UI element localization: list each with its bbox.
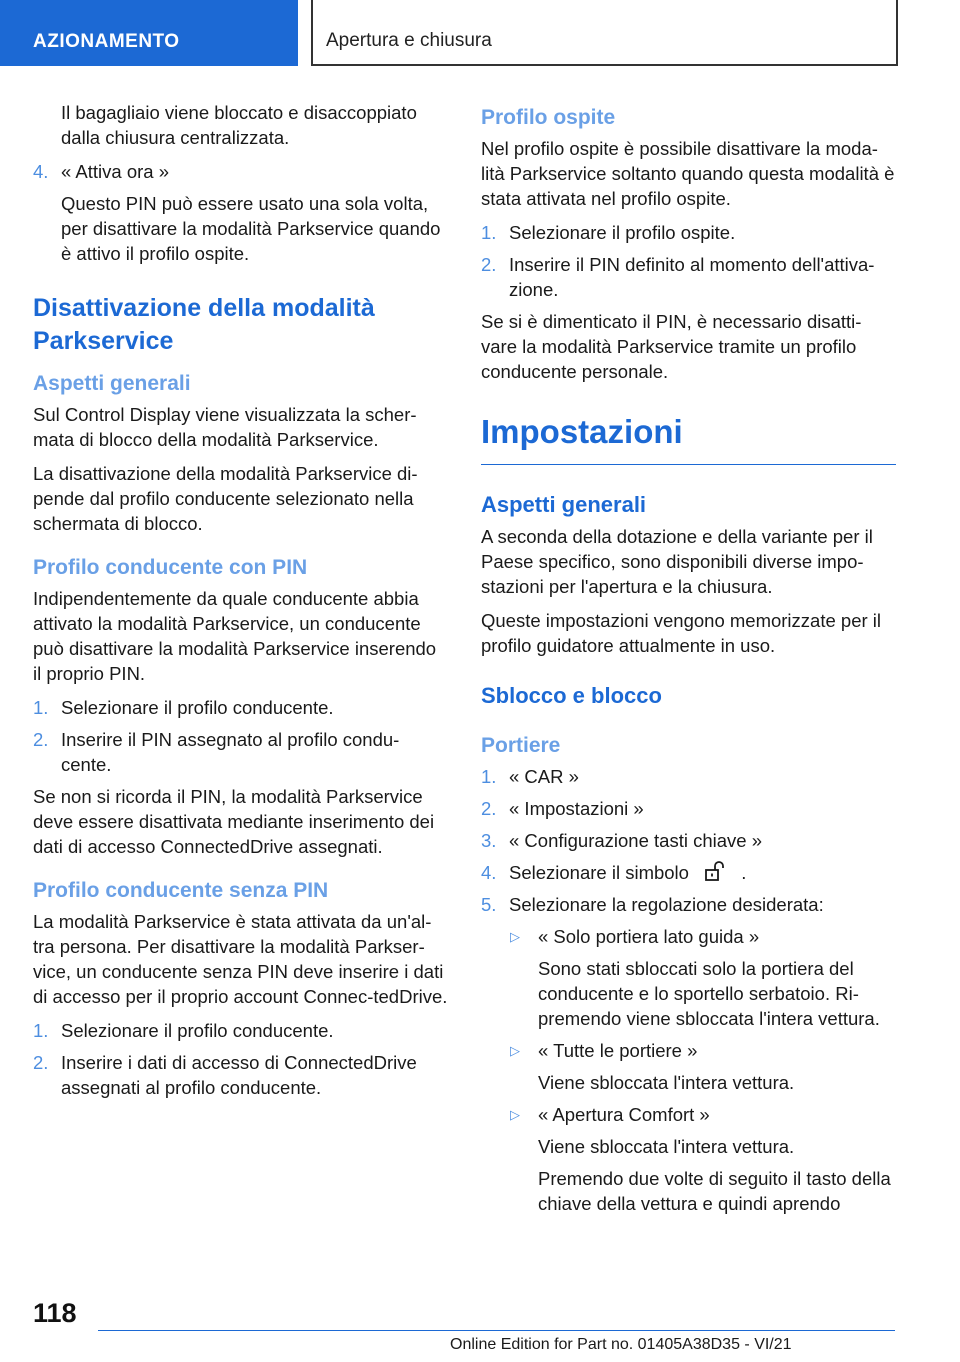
chapter-title: Apertura e chiusura: [326, 30, 492, 51]
paragraph: Indipendentemente da quale conducente abbia attivato la modalità Parkservice, un conducente può disattivare la modalità Parkservice inserendo il proprio PIN.: [33, 588, 437, 684]
list-number: 4.: [33, 161, 49, 182]
list-number: 2.: [33, 729, 49, 750]
section-heading: Sblocco e blocco: [481, 683, 662, 708]
option-label: « Apertura Comfort »: [538, 1104, 710, 1125]
list-text: Selezionare il profilo conducente.: [61, 1020, 334, 1041]
list-number: 2.: [33, 1052, 49, 1073]
list-number: 2.: [481, 254, 497, 275]
list-text: Inserire i dati di accesso di ConnectedDrive assegnati al profilo conducente.: [61, 1052, 417, 1098]
list-number: 1.: [33, 1020, 49, 1041]
option-item: [481, 1038, 896, 1063]
option-item: [481, 924, 896, 949]
section-title: AZIONAMENTO: [0, 0, 298, 66]
list-text: « Impostazioni »: [509, 798, 644, 819]
left-column: [33, 100, 448, 1107]
list-number: 5.: [481, 894, 497, 915]
step-description: Questo PIN può essere usato una sola volta, per disattivare la modalità Parkservice quando è attivo il profilo ospite.: [61, 193, 441, 264]
paragraph: Nel profilo ospite è possibile disattivare la moda-lità Parkservice soltanto quando questa modalità è stata attivata nel profilo ospite.: [481, 138, 895, 209]
option-description: Premendo due volte di seguito il tasto della chiave della vettura e quindi aprendo: [538, 1168, 891, 1214]
list-item: [33, 159, 448, 184]
list-number: 1.: [481, 766, 497, 787]
list-number: 4.: [481, 862, 497, 883]
chapter-title-box: [311, 0, 898, 66]
list-text: Selezionare il simbolo: [509, 862, 689, 883]
list-item: [33, 727, 448, 777]
footer-divider: [98, 1330, 895, 1331]
option-label: « Tutte le portiere »: [538, 1040, 698, 1061]
list-text: Selezionare il profilo ospite.: [509, 222, 736, 243]
list-text: Selezionare il profilo conducente.: [61, 697, 334, 718]
list-text: Inserire il PIN assegnato al profilo condu-cente.: [61, 729, 400, 775]
paragraph: Queste impostazioni vengono memorizzate per il profilo guidatore attualmente in uso.: [481, 610, 881, 656]
list-text: « CAR »: [509, 766, 579, 787]
section-heading: Aspetti generali: [481, 492, 647, 517]
unlock-icon: [704, 861, 726, 881]
list-number: 2.: [481, 798, 497, 819]
list-number: 1.: [481, 222, 497, 243]
page-header: [0, 0, 960, 66]
edition-info: Online Edition for Part no. 01405A38D35 - VI/21: [450, 1336, 792, 1353]
page-number: 118: [33, 1298, 77, 1328]
paragraph: A seconda della dotazione e della variante per il Paese specifico, sono disponibili diverse impo-stazioni per l'apertura e la chiusura.: [481, 526, 873, 597]
list-item: [481, 892, 896, 917]
list-text: Selezionare la regolazione desiderata:: [509, 894, 824, 915]
option-description: Viene sbloccata l'intera vettura.: [538, 1072, 795, 1093]
subsection-heading: Profilo conducente senza PIN: [33, 879, 329, 902]
list-item: [481, 252, 896, 302]
option-item: [481, 1102, 896, 1127]
list-item: [33, 1050, 448, 1100]
subsection-heading: Profilo conducente con PIN: [33, 556, 308, 579]
list-item: [33, 1018, 448, 1043]
intro-text: Il bagagliaio viene bloccato e disaccoppiato dalla chiusura centralizzata.: [61, 102, 417, 148]
list-item: [481, 860, 896, 885]
list-text: Inserire il PIN definito al momento dell'attiva-zione.: [509, 254, 875, 300]
paragraph: Se si è dimenticato il PIN, è necessario disatti-vare la modalità Parkservice tramite un profilo conducente personale.: [481, 311, 862, 382]
list-text: « Attiva ora »: [61, 161, 169, 182]
option-label: « Solo portiera lato guida »: [538, 926, 760, 947]
option-description: Viene sbloccata l'intera vettura.: [538, 1136, 795, 1157]
triangle-marker-icon: ▷: [510, 929, 520, 944]
list-number: 1.: [33, 697, 49, 718]
paragraph: La modalità Parkservice è stata attivata da un'al-tra persona. Per disattivare la modalità Parkser-vice, un conducente senza PIN deve inserire i dati di accesso per il proprio account Connec-tedDrive.: [33, 911, 448, 1007]
paragraph: Se non si ricorda il PIN, la modalità Parkservice deve essere disattivata mediante inserimento dei dati di accesso ConnectedDrive assegnati.: [33, 786, 435, 857]
list-item: [481, 796, 896, 821]
section-heading: Disattivazione della modalità Parkservice: [33, 294, 375, 355]
option-description: Sono stati sbloccati solo la portiera del conducente e lo sportello serbatoio. Ri-premendo viene sbloccata l'intera vettura.: [538, 958, 880, 1029]
paragraph: Sul Control Display viene visualizzata la scher-mata di blocco della modalità Parkservice.: [33, 404, 417, 450]
chapter-heading: Impostazioni: [481, 412, 896, 465]
list-text-end: .: [741, 862, 747, 883]
right-column: [481, 100, 896, 1223]
triangle-marker-icon: ▷: [510, 1107, 520, 1122]
list-item: [481, 764, 896, 789]
list-number: 3.: [481, 830, 497, 851]
list-item: [33, 695, 448, 720]
list-item: [481, 220, 896, 245]
triangle-marker-icon: ▷: [510, 1043, 520, 1058]
list-item: [481, 828, 896, 853]
list-text: « Configurazione tasti chiave »: [509, 830, 762, 851]
subsection-heading: Aspetti generali: [33, 372, 191, 395]
subsection-heading: Portiere: [481, 734, 561, 757]
paragraph: La disattivazione della modalità Parkservice di-pende dal profilo conducente selezionato nella schermata di blocco.: [33, 463, 418, 534]
subsection-heading: Profilo ospite: [481, 106, 616, 129]
